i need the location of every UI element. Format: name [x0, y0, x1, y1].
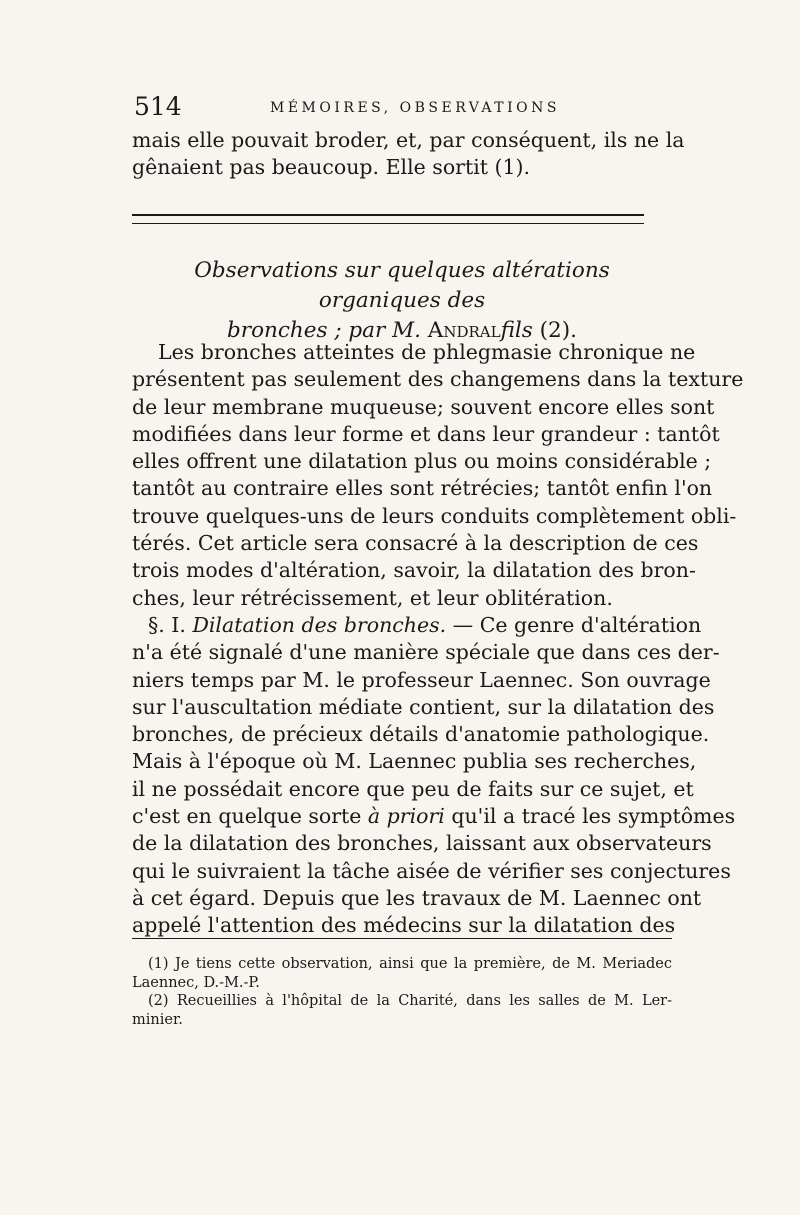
body-paragraph-1 — [132, 339, 744, 612]
section-heading-line — [132, 612, 702, 639]
text-line: appelé l'attention des médecins sur la dilatation des — [132, 913, 676, 938]
text-line: Mais à l'époque où M. Laennec publia ses recherches, — [132, 749, 697, 774]
footnote-rule — [132, 938, 672, 939]
section-heading-rest: — Ce genre d'altération — [452, 613, 702, 637]
text-fragment: c'est en quelque sorte — [132, 804, 368, 829]
footnotes — [132, 955, 672, 1029]
text-line: de leur membrane muqueuse; souvent encore elles sont — [132, 394, 715, 419]
title-line-1: Observations sur quelques altérations organiques des — [194, 258, 610, 313]
footnote-2-cont: minier. — [132, 1011, 183, 1028]
article-title — [132, 256, 672, 346]
section-heading: Dilatation des bronches. — [192, 613, 447, 637]
text-line: tantôt au contraire elles sont rétrécies; tantôt enfin l'on — [132, 476, 713, 501]
author-name: Andral — [427, 318, 501, 343]
running-head — [130, 92, 670, 122]
apriori-line — [132, 803, 736, 830]
author-suffix: fils — [500, 318, 533, 343]
text-line: sur l'auscultation médiate contient, sur la dilatation des — [132, 694, 715, 719]
text-line: qui le suivraient la tâche aisée de vérifier ses conjectures — [132, 858, 731, 883]
running-title: MÉMOIRES, OBSERVATIONS — [270, 100, 560, 116]
text-line: niers temps par M. le professeur Laennec. Son ouvrage — [132, 667, 711, 692]
body-paragraph-2 — [132, 612, 736, 940]
title-line-2-text: bronches ; par M. — [227, 318, 428, 343]
footnote-1-cont: Laennec, D.-M.-P. — [132, 974, 260, 991]
text-line: gênaient pas beaucoup. Elle sortit (1). — [132, 155, 531, 180]
section-divider — [132, 214, 644, 224]
footnote-ref-2: (2). — [539, 318, 577, 343]
text-line: bronches, de précieux détails d'anatomie pathologique. — [132, 722, 710, 747]
latin-phrase: à priori — [367, 804, 445, 829]
text-line: elles offrent une dilatation plus ou moins considérable ; — [132, 449, 712, 474]
footnote-1: (1) Je tiens cette observation, ainsi que la première, de M. Meriadec — [148, 956, 672, 972]
text-line: n'a été signalé d'une manière spéciale que dans ces der- — [132, 640, 720, 665]
text-line: mais elle pouvait broder, et, par conséquent, ils ne la — [132, 128, 685, 152]
text-line: térés. Cet article sera consacré à la description de ces — [132, 531, 699, 556]
text-line: ches, leur rétrécissement, et leur oblitération. — [132, 585, 613, 610]
footnote-2: (2) Recueillies à l'hôpital de la Charité, dans les salles de M. Ler- — [148, 993, 672, 1009]
text-line: trouve quelques-uns de leurs conduits complètement obli- — [132, 503, 737, 528]
text-line: il ne possédait encore que peu de faits sur ce sujet, et — [132, 776, 694, 801]
text-line: présentent pas seulement des changemens dans la texture — [132, 367, 744, 392]
text-line: modifiées dans leur forme et dans leur grandeur : tantôt — [132, 421, 720, 446]
page-number: 514 — [134, 92, 182, 121]
text-line: de la dilatation des bronches, laissant aux observateurs — [132, 831, 712, 856]
text-line: Les bronches atteintes de phlegmasie chronique ne — [158, 340, 696, 364]
previous-article-ending — [132, 127, 685, 182]
text-fragment: qu'il a tracé les symptômes — [444, 804, 736, 829]
text-line: trois modes d'altération, savoir, la dilatation des bron- — [132, 558, 696, 583]
text-line: à cet égard. Depuis que les travaux de M. Laennec ont — [132, 885, 702, 910]
section-number: §. I. — [148, 613, 186, 637]
